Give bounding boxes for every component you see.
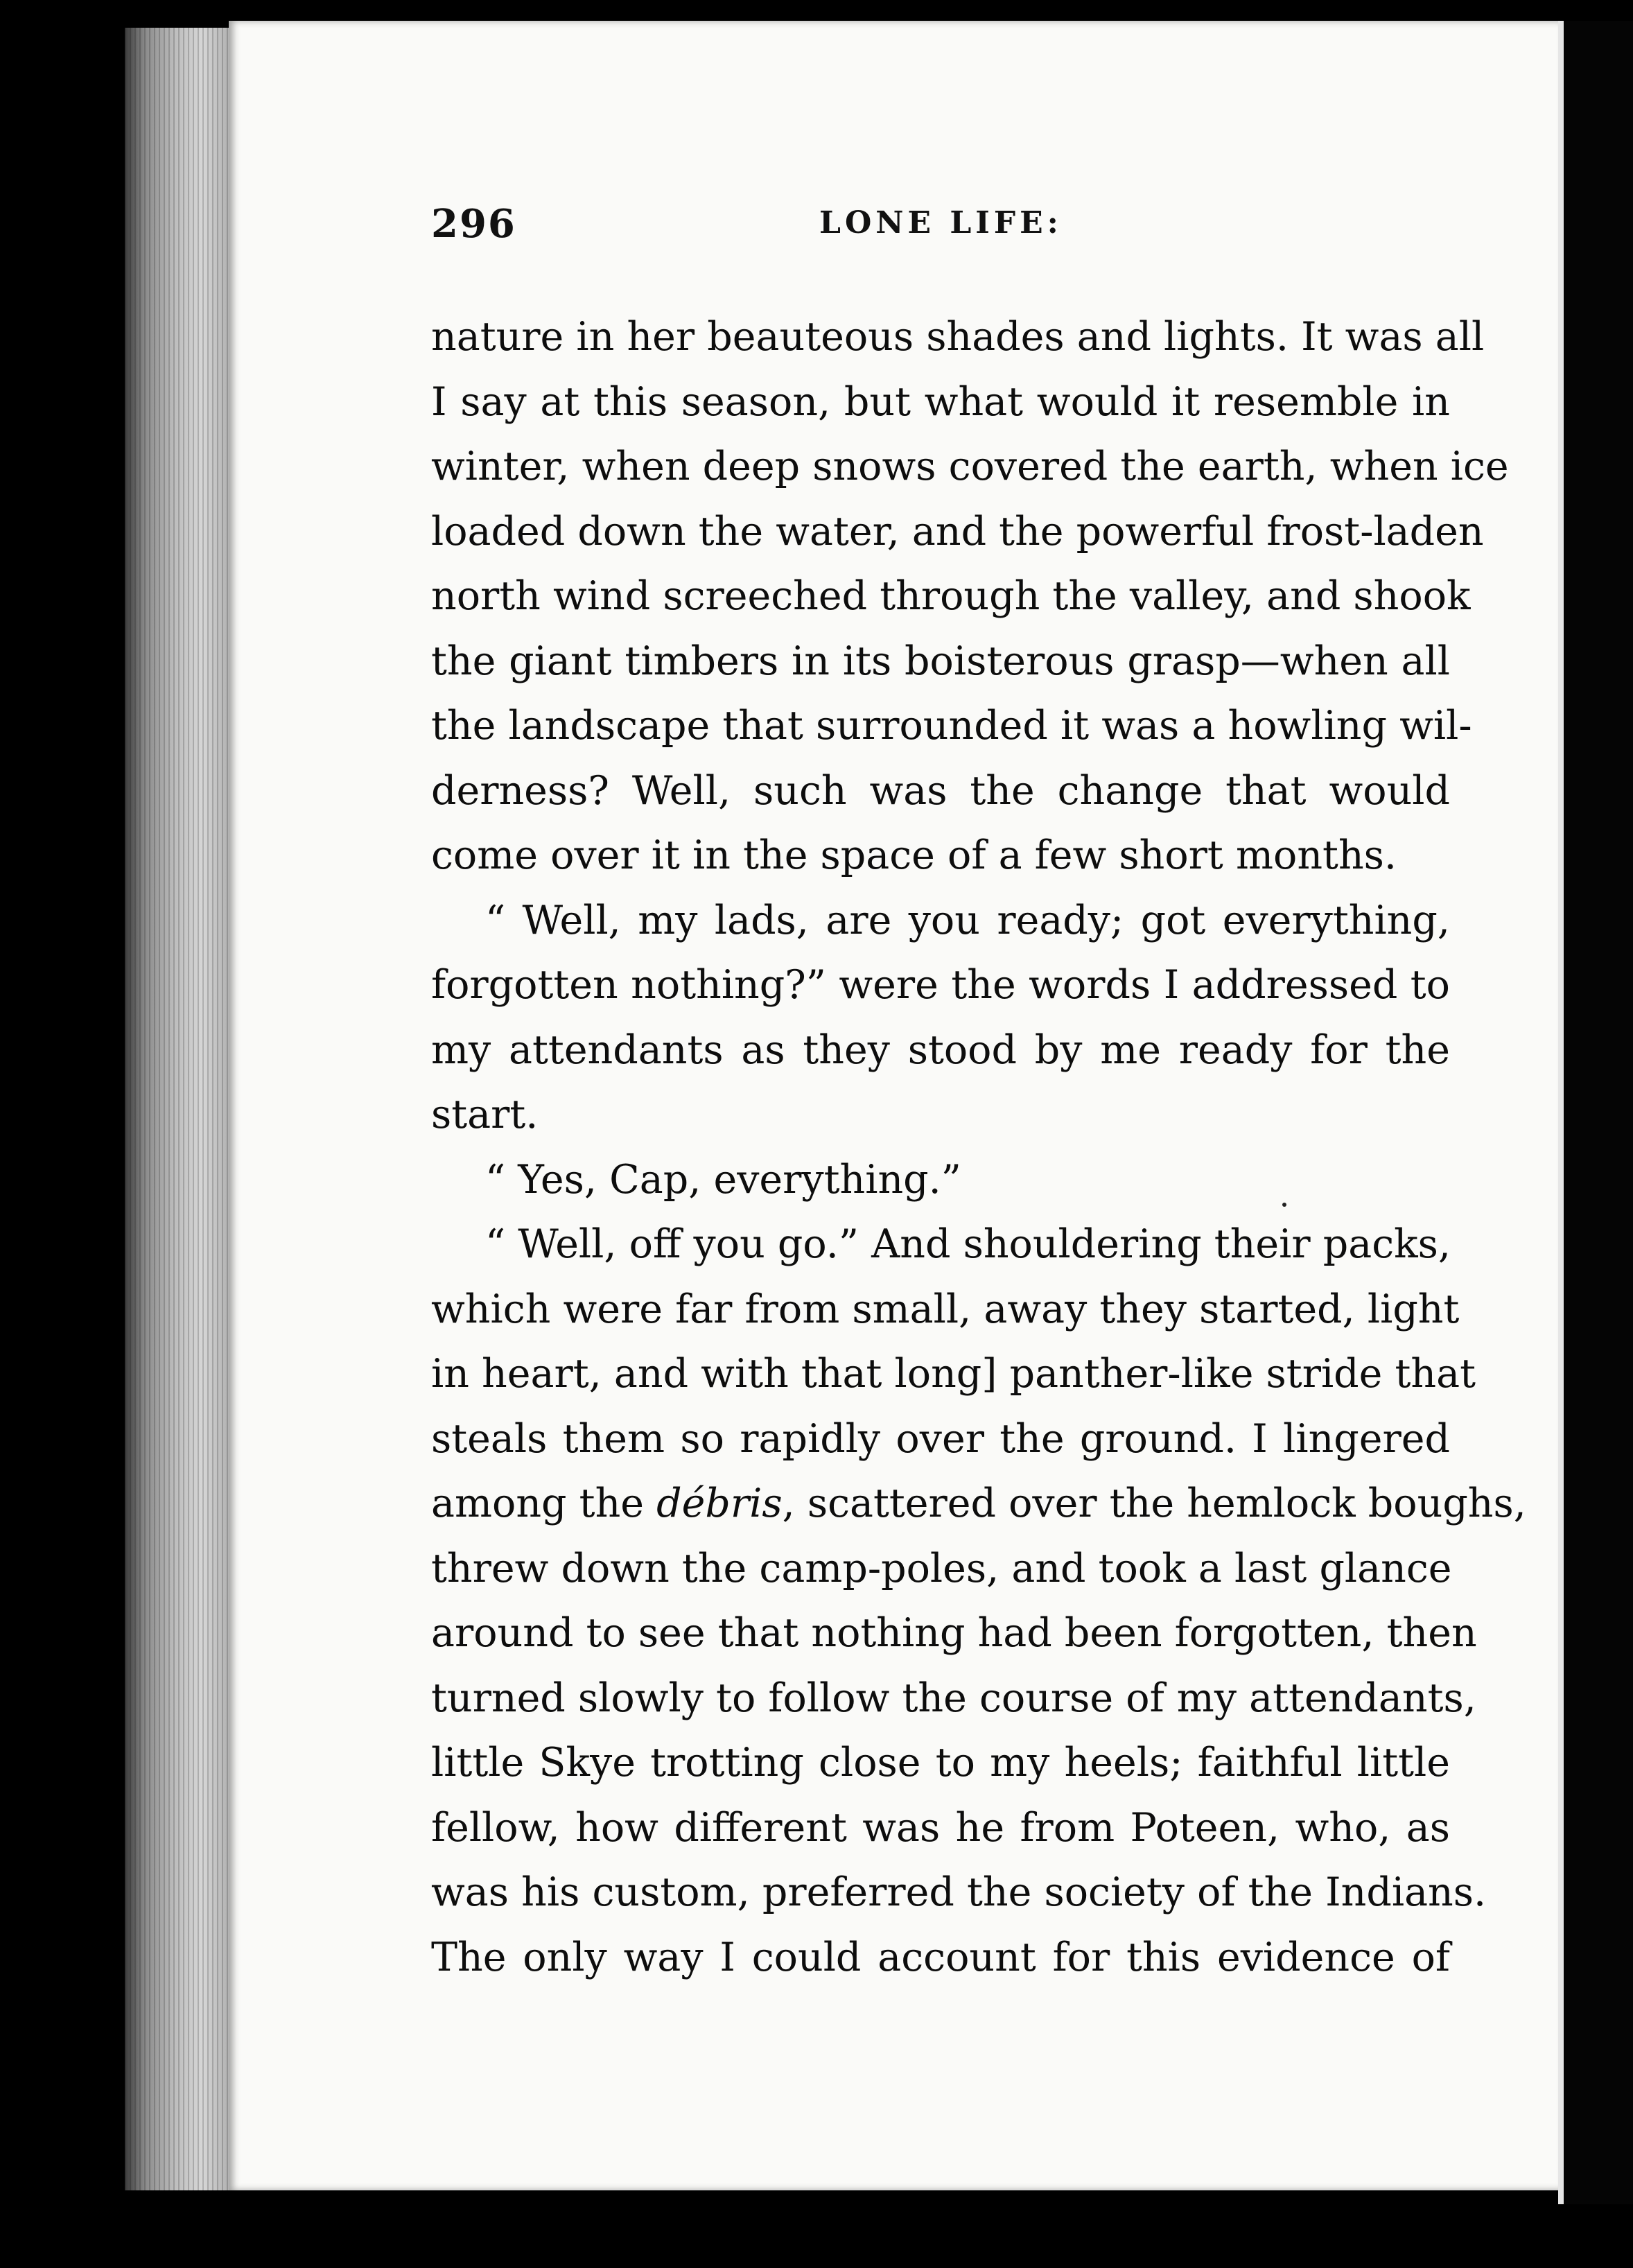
text-line: derness? Well, such was the change that would (431, 767, 1450, 814)
text-line: “ Well, off you go.” And shouldering their packs, (485, 1221, 1451, 1267)
text-line: fellow, how different was he from Poteen, who, as (431, 1804, 1450, 1851)
text-line: steals them so rapidly over the ground. I lingered (431, 1415, 1450, 1462)
facing-page-edge (1558, 21, 1633, 2204)
body-text (431, 305, 1526, 1990)
text-line: among the débris, scattered over the hemlock boughs, (431, 1481, 1526, 1526)
text-line: turned slowly to follow the course of my attendants, (431, 1675, 1476, 1721)
text-line: “ Yes, Cap, everything.” (485, 1156, 961, 1203)
text-line: which were far from small, away they started, light (431, 1286, 1460, 1332)
print-speck (1282, 1203, 1286, 1207)
running-head: LONE LIFE: (819, 205, 1063, 241)
text-line: start. (431, 1092, 539, 1137)
text-line: nature in her beauteous shades and lights. It was all (431, 314, 1485, 360)
text-line: the giant timbers in its boisterous grasp—when all (431, 638, 1450, 684)
text-line: forgotten nothing?” were the words I addressed to (431, 962, 1450, 1008)
text-line: north wind screeched through the valley, and shook (431, 573, 1471, 619)
page-number: 296 (431, 201, 516, 247)
text-line: “ Well, my lads, are you ready; got everything, (485, 897, 1450, 943)
text-line: was his custom, preferred the society of the Indians. (431, 1869, 1487, 1915)
text-line: in heart, and with that long] panther-like stride that (431, 1351, 1476, 1397)
italic-word: débris (656, 1481, 783, 1526)
text-line: winter, when deep snows covered the earth, when ice (431, 444, 1509, 489)
book-page-edges (125, 28, 236, 2190)
text-line: the landscape that surrounded it was a howling wil- (431, 703, 1472, 749)
text-line: The only way I could account for this evidence of (431, 1934, 1450, 1980)
text-line: come over it in the space of a few short months. (431, 832, 1397, 878)
text-line: threw down the camp-poles, and took a last glance (431, 1545, 1452, 1591)
text-line: around to see that nothing had been forgotten, then (431, 1610, 1477, 1656)
text-line: little Skye trotting close to my heels; faithful little (431, 1740, 1450, 1786)
text-line: I say at this season, but what would it resemble in (431, 378, 1450, 425)
text-line: my attendants as they stood by me ready for the (431, 1027, 1450, 1073)
text-line: loaded down the water, and the powerful frost-laden (431, 508, 1484, 555)
